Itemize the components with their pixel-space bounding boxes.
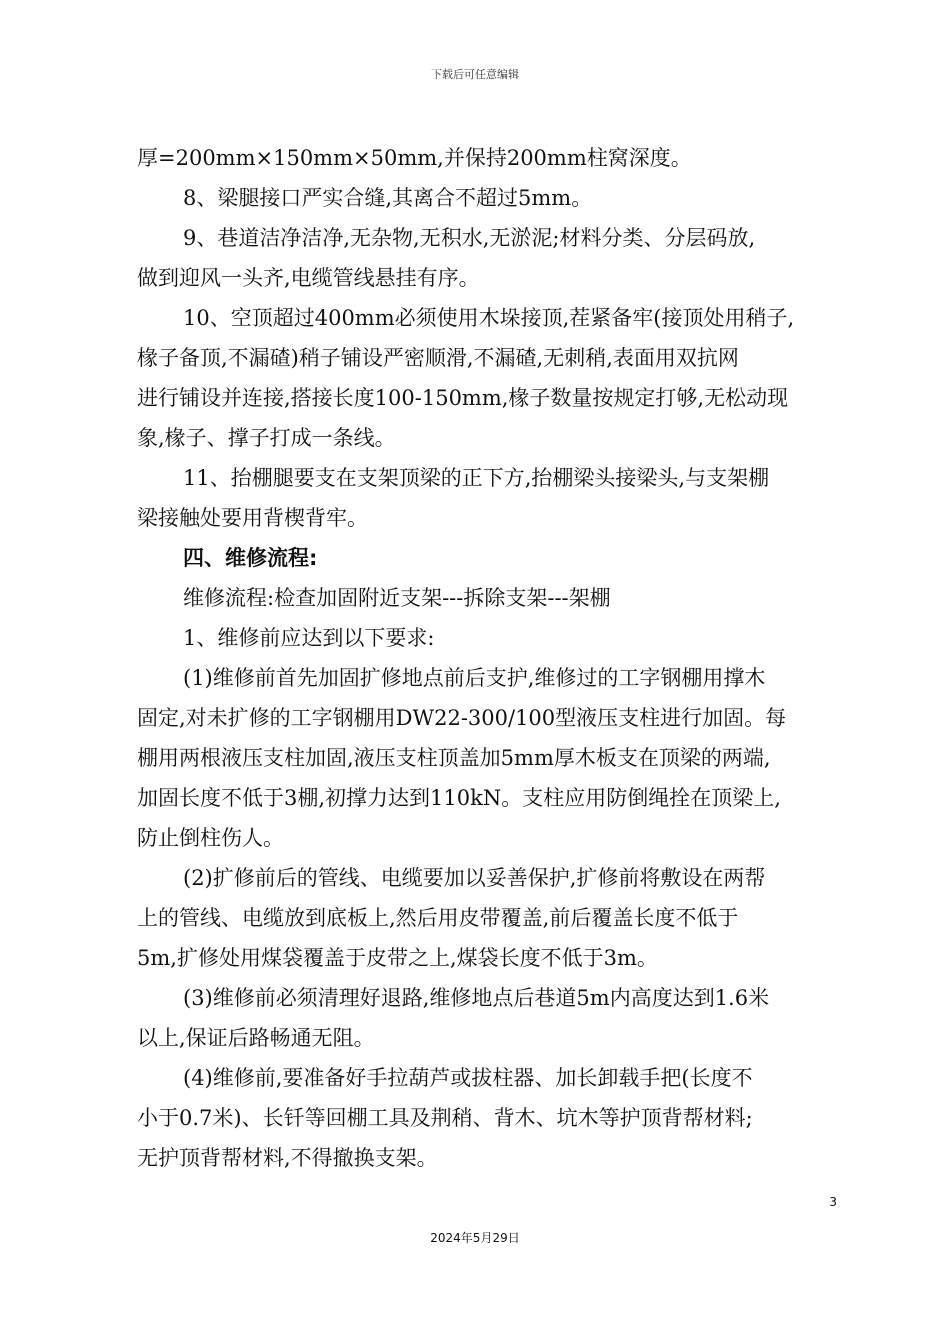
text-line: 8、梁腿接口严实合缝,其离合不超过5mm。: [183, 186, 593, 210]
text-line: 做到迎风一头齐,电缆管线悬挂有序。: [137, 266, 480, 290]
text-line: 无护顶背帮材料,不得撤换支架。: [137, 1146, 438, 1170]
text-line: 椽子备顶,不漏碴)稍子铺设严密顺滑,不漏碴,无刺稍,表面用双抗网: [137, 346, 739, 370]
text-line: (4)维修前,要准备好手拉葫芦或拔柱器、加长卸载手把(长度不: [183, 1066, 753, 1090]
text-line: (2)扩修前后的管线、电缆要加以妥善保护,扩修前将敷设在两帮: [183, 866, 766, 890]
text-line: (3)维修前必须清理好退路,维修地点后巷道5m内高度达到1.6米: [183, 986, 770, 1010]
text-line: 以上,保证后路畅通无阻。: [137, 1026, 375, 1050]
text-line: 上的管线、电缆放到底板上,然后用皮带覆盖,前后覆盖长度不低于: [137, 906, 739, 930]
text-line: (1)维修前首先加固扩修地点前后支护,维修过的工字钢棚用撑木: [183, 666, 766, 690]
text-line: 9、巷道洁净洁净,无杂物,无积水,无淤泥;材料分类、分层码放,: [183, 226, 756, 250]
text-line: 象,椽子、撑子打成一条线。: [137, 426, 396, 450]
text-line: 10、空顶超过400mm必须使用木垛接顶,茬紧备牢(接顶处用稍子,: [183, 306, 795, 330]
document-body: [137, 138, 849, 1178]
section-heading: 四、维修流程:: [183, 546, 318, 570]
text-line: 进行铺设并连接,搭接长度100-150mm,椽子数量按规定打够,无松动现: [137, 386, 789, 410]
text-line: 小于0.7米)、长钎等回棚工具及荆稍、背木、坑木等护顶背帮材料;: [137, 1106, 753, 1130]
text-line: 防止倒柱伤人。: [137, 826, 284, 850]
text-line: 厚=200mm×150mm×50mm,并保持200mm柱窝深度。: [137, 146, 692, 170]
text-line: 梁接触处要用背楔背牢。: [137, 506, 368, 530]
text-line: 1、维修前应达到以下要求:: [183, 626, 435, 650]
page-header: 下载后可任意编辑: [431, 68, 519, 81]
text-line: 5m,扩修处用煤袋覆盖于皮带之上,煤袋长度不低于3m。: [137, 946, 658, 970]
page-number: 3: [829, 1195, 837, 1209]
text-line: 加固长度不低于3棚,初撑力达到110kN。支柱应用防倒绳拴在顶梁上,: [137, 786, 781, 810]
page-footer-date: 2024年5月29日: [430, 1231, 520, 1245]
text-line: 固定,对未扩修的工字钢棚用DW22-300/100型液压支柱进行加固。每: [137, 706, 787, 730]
text-line: 棚用两根液压支柱加固,液压支柱顶盖加5mm厚木板支在顶梁的两端,: [137, 746, 771, 770]
text-line: 11、抬棚腿要支在支架顶梁的正下方,抬棚梁头接梁头,与支架棚: [183, 466, 770, 490]
text-line: 维修流程:检查加固附近支架---拆除支架---架棚: [183, 586, 611, 610]
